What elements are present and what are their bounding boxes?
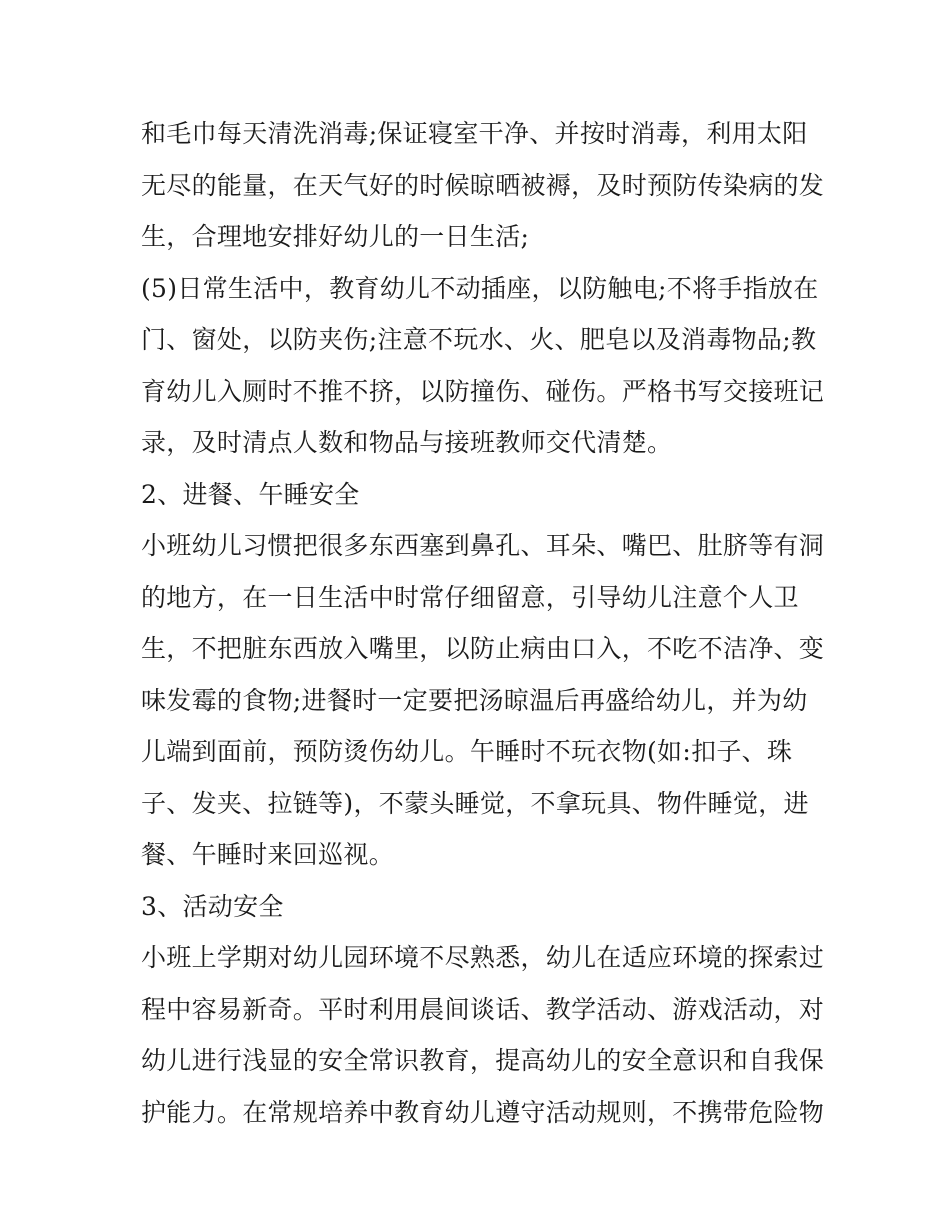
text-line: 和毛巾每天清洗消毒;保证寝室干净、并按时消毒，利用太阳	[141, 119, 808, 148]
text-line: 子、发夹、拉链等)，不蒙头睡觉，不拿玩具、物件睡觉，进	[141, 788, 809, 818]
text-line: 育幼儿入厕时不推不挤，以防撞伤、碰伤。严格书写交接班记	[141, 376, 825, 406]
text-line: 门、窗处，以防夹伤;注意不玩水、火、肥皂以及消毒物品;教	[141, 325, 817, 354]
text-line: 幼儿进行浅显的安全常识教育，提高幼儿的安全意识和自我保	[141, 1046, 825, 1075]
text-line: 味发霉的食物;进餐时一定要把汤晾温后再盛给幼儿，并为幼	[141, 685, 808, 715]
text-line: (5)日常生活中，教育幼儿不动插座，以防触电;不将手指放在	[141, 273, 819, 303]
text-line: 录，及时清点人数和物品与接班教师交代清楚。	[141, 428, 673, 457]
text-line: 儿端到面前，预防烫伤幼儿。午睡时不玩衣物(如:扣子、珠	[141, 737, 793, 766]
text-line: 护能力。在常规培养中教育幼儿遵守活动规则，不携带危险物	[141, 1097, 825, 1127]
text-line: 生，合理地安排好幼儿的一日生活;	[141, 222, 530, 251]
text-line: 的地方，在一日生活中时常仔细留意，引导幼儿注意个人卫	[141, 582, 799, 612]
text-line: 小班幼儿习惯把很多东西塞到鼻孔、耳朵、嘴巴、肚脐等有洞	[141, 531, 825, 560]
text-line: 程中容易新奇。平时利用晨间谈话、教学活动、游戏活动，对	[141, 994, 825, 1024]
text-line: 生，不把脏东西放入嘴里，以防止病由口入，不吃不洁净、变	[141, 634, 825, 663]
text-line: 小班上学期对幼儿园环境不尽熟悉，幼儿在适应环境的探索过	[141, 943, 825, 972]
section-heading: 3、活动安全	[141, 891, 284, 921]
section-heading: 2、进餐、午睡安全	[141, 479, 360, 509]
document-body	[141, 108, 825, 1138]
text-line: 餐、午睡时来回巡视。	[141, 840, 395, 869]
text-line: 无尽的能量，在天气好的时候晾晒被褥，及时预防传染病的发	[141, 170, 825, 200]
